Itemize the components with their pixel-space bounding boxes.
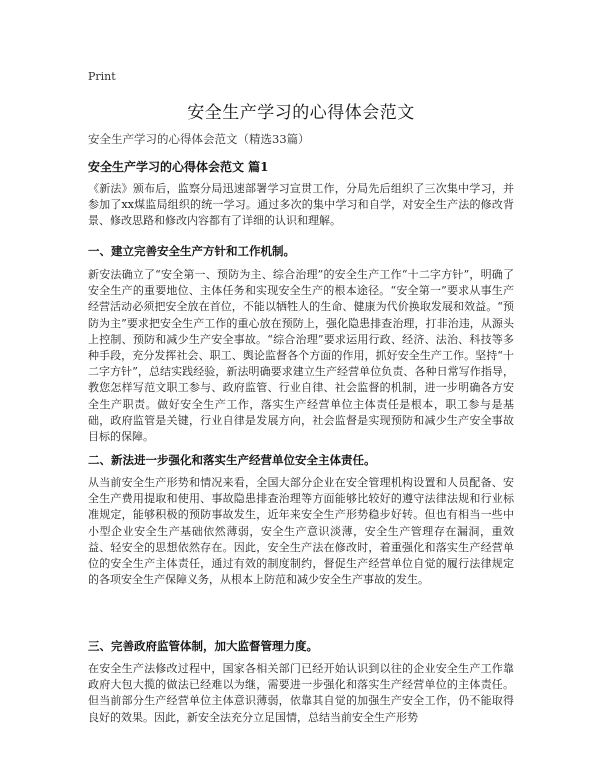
intro-paragraph: 《新法》颁布后，监察分局迅速部署学习宣贯工作，分局先后组织了三次集中学习，并参加了xx煤监局组织的统一学习。通过多次的集中学习和自学，对安全生产法的修改背景、修改思路和修改内容都有了详细的认识和理解。 xyxy=(88,182,514,228)
section-heading-1: 一、建立完善安全生产方针和工作机制。 xyxy=(88,244,295,258)
body-paragraph-3: 在安全生产法修改过程中，国家各相关部门已经开始认识到以往的企业安全生产工作靠政府大包大揽的做法已经难以为继，需要进一步强化和落实生产经营单位的主体责任。但当前部分生产经营单位主体意识薄弱，依靠其自觉的加强生产安全工作，仍不能取得良好的效果。因此，新安全法充分立足国情，总结当前安全生产形势 xyxy=(88,662,514,724)
section-heading-3: 三、完善政府监管体制，加大监督管理力度。 xyxy=(88,639,318,653)
document-subtitle: 安全生产学习的心得体会范文（精选33篇） xyxy=(88,132,310,146)
page-title: 安全生产学习的心得体会范文 xyxy=(187,103,415,123)
section-heading-2: 二、新法进一步强化和落实生产经营单位安全主体责任。 xyxy=(88,453,376,467)
body-paragraph-1: 新安法确立了“安全第一、预防为主、综合治理”的安全生产工作“十二字方针”，明确了安全生产的重要地位、主体任务和实现安全生产的根本途径。“安全第一”要求从事生产经营活动必须把安全放在首位，不能以牺牲人的生命、健康为代价换取发展和效益。“预防为主”要求把安全生产工作的重心放在预防上，强化隐患排查治理，打非治违，从源头上控制、预防和减少生产安全事故。“综合治理”要求运用行政、经济、法治、科技等多种手段，充分发挥社会、职工、舆论监督各个方面的作用，抓好安全生产工作。坚持“十二字方针”，总结实践经验，新法明确要求建立生产经营单位负责、各种日常写作指导，教您怎样写范文职工参与、政府监管、行业自律、社会监督的机制，进一步明确各方安全生产职责。做好安全生产工作，落实生产经营单位主体责任是根本，职工参与是基础，政府监管是关键，行业自律是发展方向，社会监督是实现预防和减少生产安全事故目标的保障。 xyxy=(88,268,514,444)
print-link[interactable]: Print xyxy=(88,70,116,83)
body-paragraph-2: 从当前安全生产形势和情况来看，全国大部分企业在安全管理机构设置和人员配备、安全生产费用提取和使用、事故隐患排查治理等方面能够比较好的遵守法律法规和行业标准规定，能够积极的预防事故发生，近年来安全生产形势稳步好转。但也有相当一些中小型企业安全生产基础依然薄弱，安全生产意识淡薄，安全生产管理存在漏洞，重效益、轻安全的思想依然存在。因此，安全生产法在修改时，着重强化和落实生产经营单位的安全生产主体责任，通过有效的制度制约，督促生产经营单位自觉的履行法律规定的各项安全生产保障义务，从根本上防范和减少安全生产事故的发生。 xyxy=(88,476,514,587)
section-title: 安全生产学习的心得体会范文 篇1 xyxy=(88,160,269,174)
